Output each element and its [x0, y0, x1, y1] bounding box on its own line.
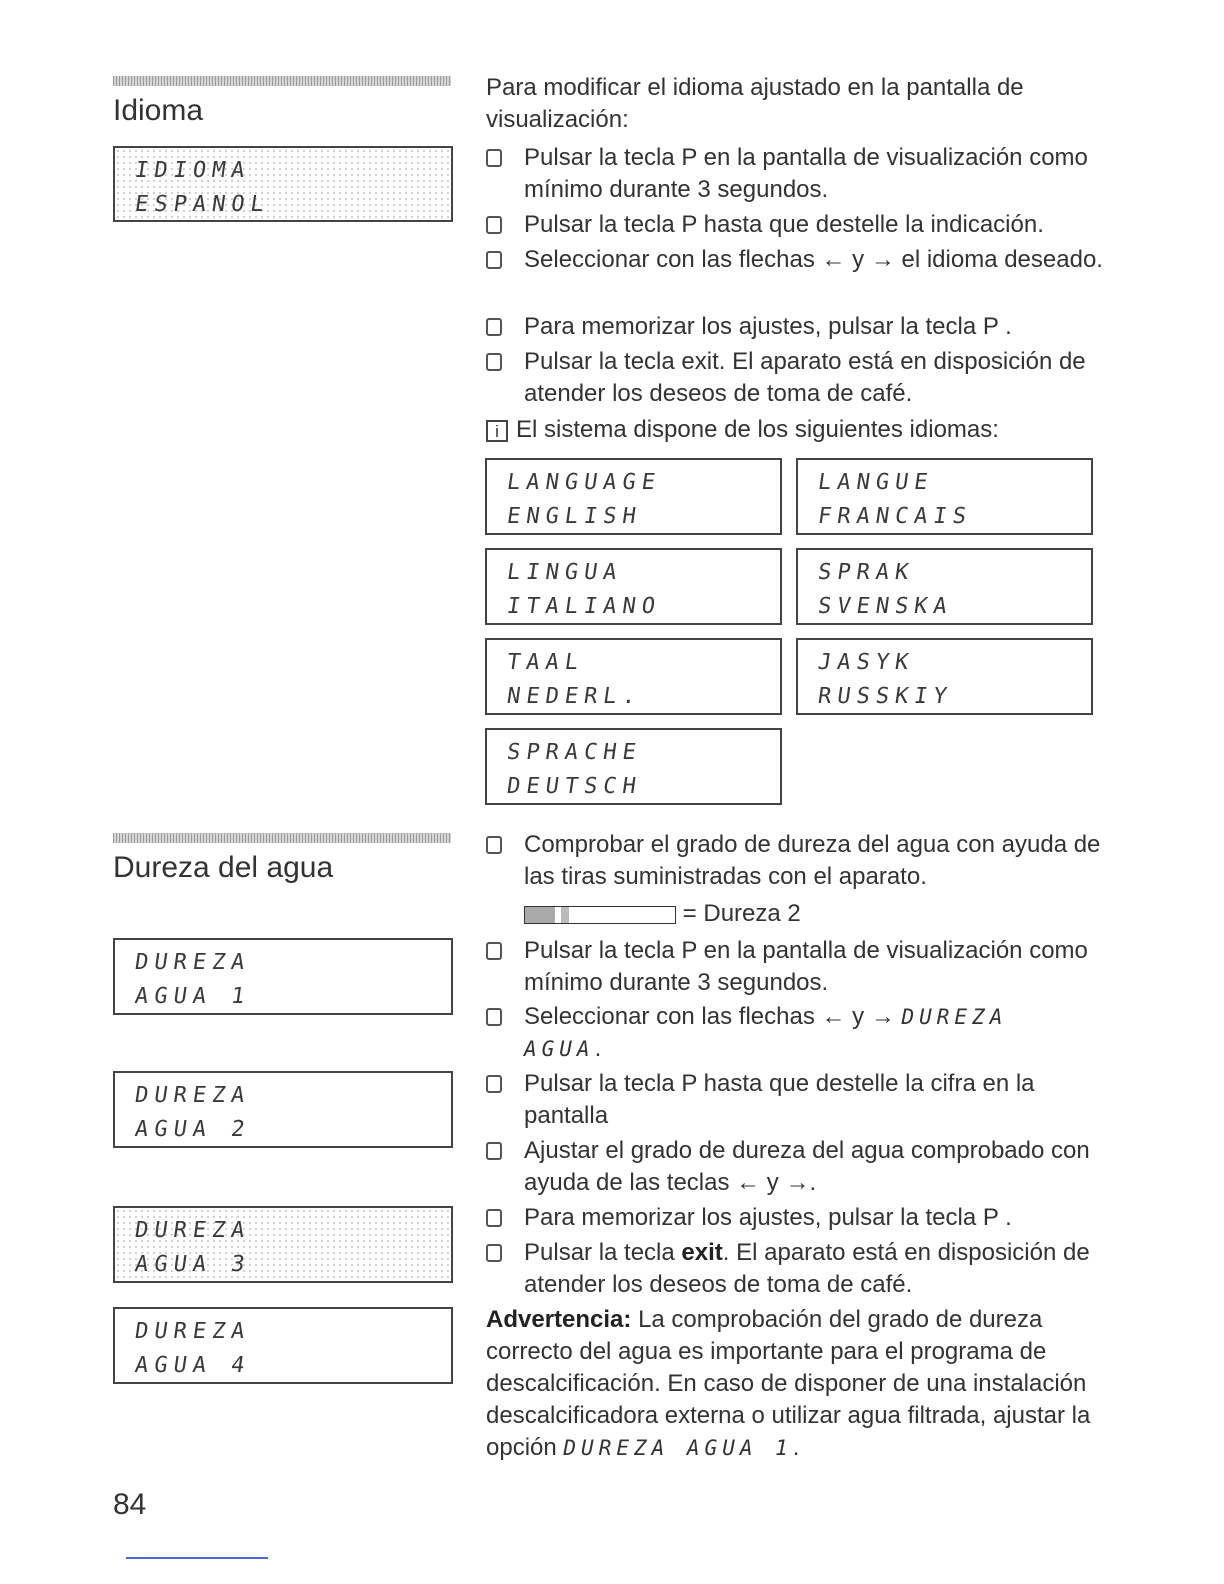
lcd-language: LANGUAGE ENGLISH [485, 458, 782, 535]
warning-note: Advertencia: La comprobación del grado de dureza correcto del agua es importante para el programa de descalcificación. En caso de disponer de una instalación descalcificadora externa o utilizar agua filtrada, ajustar la opción DUREZA AGUA 1. [486, 1306, 1091, 1461]
lcd-idioma [113, 146, 453, 222]
list-item: Para memorizar los ajustes, pulsar la tecla P . [486, 311, 1106, 343]
section-title-idioma: Idioma [113, 94, 204, 127]
lcd-dureza: DUREZA AGUA 3 [113, 1206, 453, 1283]
checkbox-icon [486, 1209, 502, 1227]
section-bar [113, 76, 451, 86]
lcd-language: JASYK RUSSKIY [796, 638, 1093, 715]
list-item: Pulsar la tecla exit. El aparato está en disposición de atender los deseos de toma de café. [486, 346, 1106, 410]
checkbox-icon [486, 318, 502, 336]
lcd-language: TAAL NEDERL. [485, 638, 782, 715]
list-item: Seleccionar con las flechas ← y → DUREZA AGUA. [486, 1001, 1106, 1065]
info-note: i El sistema dispone de los siguientes idiomas: [486, 414, 1106, 446]
test-strip-row: = Dureza 2 [486, 898, 1106, 930]
checkbox-icon [486, 251, 502, 269]
lcd-language: SPRAK SVENSKA [796, 548, 1093, 625]
checkbox-icon [486, 1008, 502, 1026]
checkbox-icon [486, 1075, 502, 1093]
section-title-dureza: Dureza del agua [113, 851, 334, 884]
footer-rule [126, 1557, 268, 1559]
lcd-dureza: DUREZA AGUA 4 [113, 1307, 453, 1384]
checkbox-icon [486, 836, 502, 854]
intro-text: Para modificar el idioma ajustado en la pantalla de visualización: [486, 74, 1024, 133]
lcd-line: IDIOMA [133, 158, 253, 183]
section-bar [113, 833, 451, 843]
checkbox-icon [486, 149, 502, 167]
checkbox-icon [486, 1142, 502, 1160]
list-item: Comprobar el grado de dureza del agua con ayuda de las tiras suministradas con el aparato. [486, 829, 1106, 893]
info-icon: i [486, 420, 508, 442]
checkbox-icon [486, 942, 502, 960]
checkbox-icon [486, 1244, 502, 1262]
lcd-language: SPRACHE DEUTSCH [485, 728, 782, 805]
list-item: Pulsar la tecla P en la pantalla de visualización como mínimo durante 3 segundos. [486, 142, 1106, 206]
list-item: Pulsar la tecla P hasta que destelle la cifra en la pantalla [486, 1068, 1106, 1132]
list-item: Pulsar la tecla P en la pantalla de visualización como mínimo durante 3 segundos. [486, 935, 1106, 999]
lcd-dureza: DUREZA AGUA 1 [113, 938, 453, 1015]
lcd-language: LINGUA ITALIANO [485, 548, 782, 625]
list-item: Seleccionar con las flechas ← y → el idioma deseado. [486, 244, 1106, 276]
test-strip-icon [524, 906, 676, 924]
list-item: Ajustar el grado de dureza del agua comprobado con ayuda de las teclas ← y →. [486, 1135, 1106, 1199]
list-item: Pulsar la tecla P hasta que destelle la indicación. [486, 209, 1106, 241]
lcd-dureza: DUREZA AGUA 2 [113, 1071, 453, 1148]
checkbox-icon [486, 353, 502, 371]
lcd-line: ESPANOL [133, 192, 272, 217]
page-number: 84 [113, 1488, 147, 1521]
list-item: Para memorizar los ajustes, pulsar la tecla P . [486, 1202, 1106, 1234]
list-item: Pulsar la tecla exit. El aparato está en disposición de atender los deseos de toma de café. [486, 1237, 1106, 1301]
checkbox-icon [486, 216, 502, 234]
lcd-language: LANGUE FRANCAIS [796, 458, 1093, 535]
